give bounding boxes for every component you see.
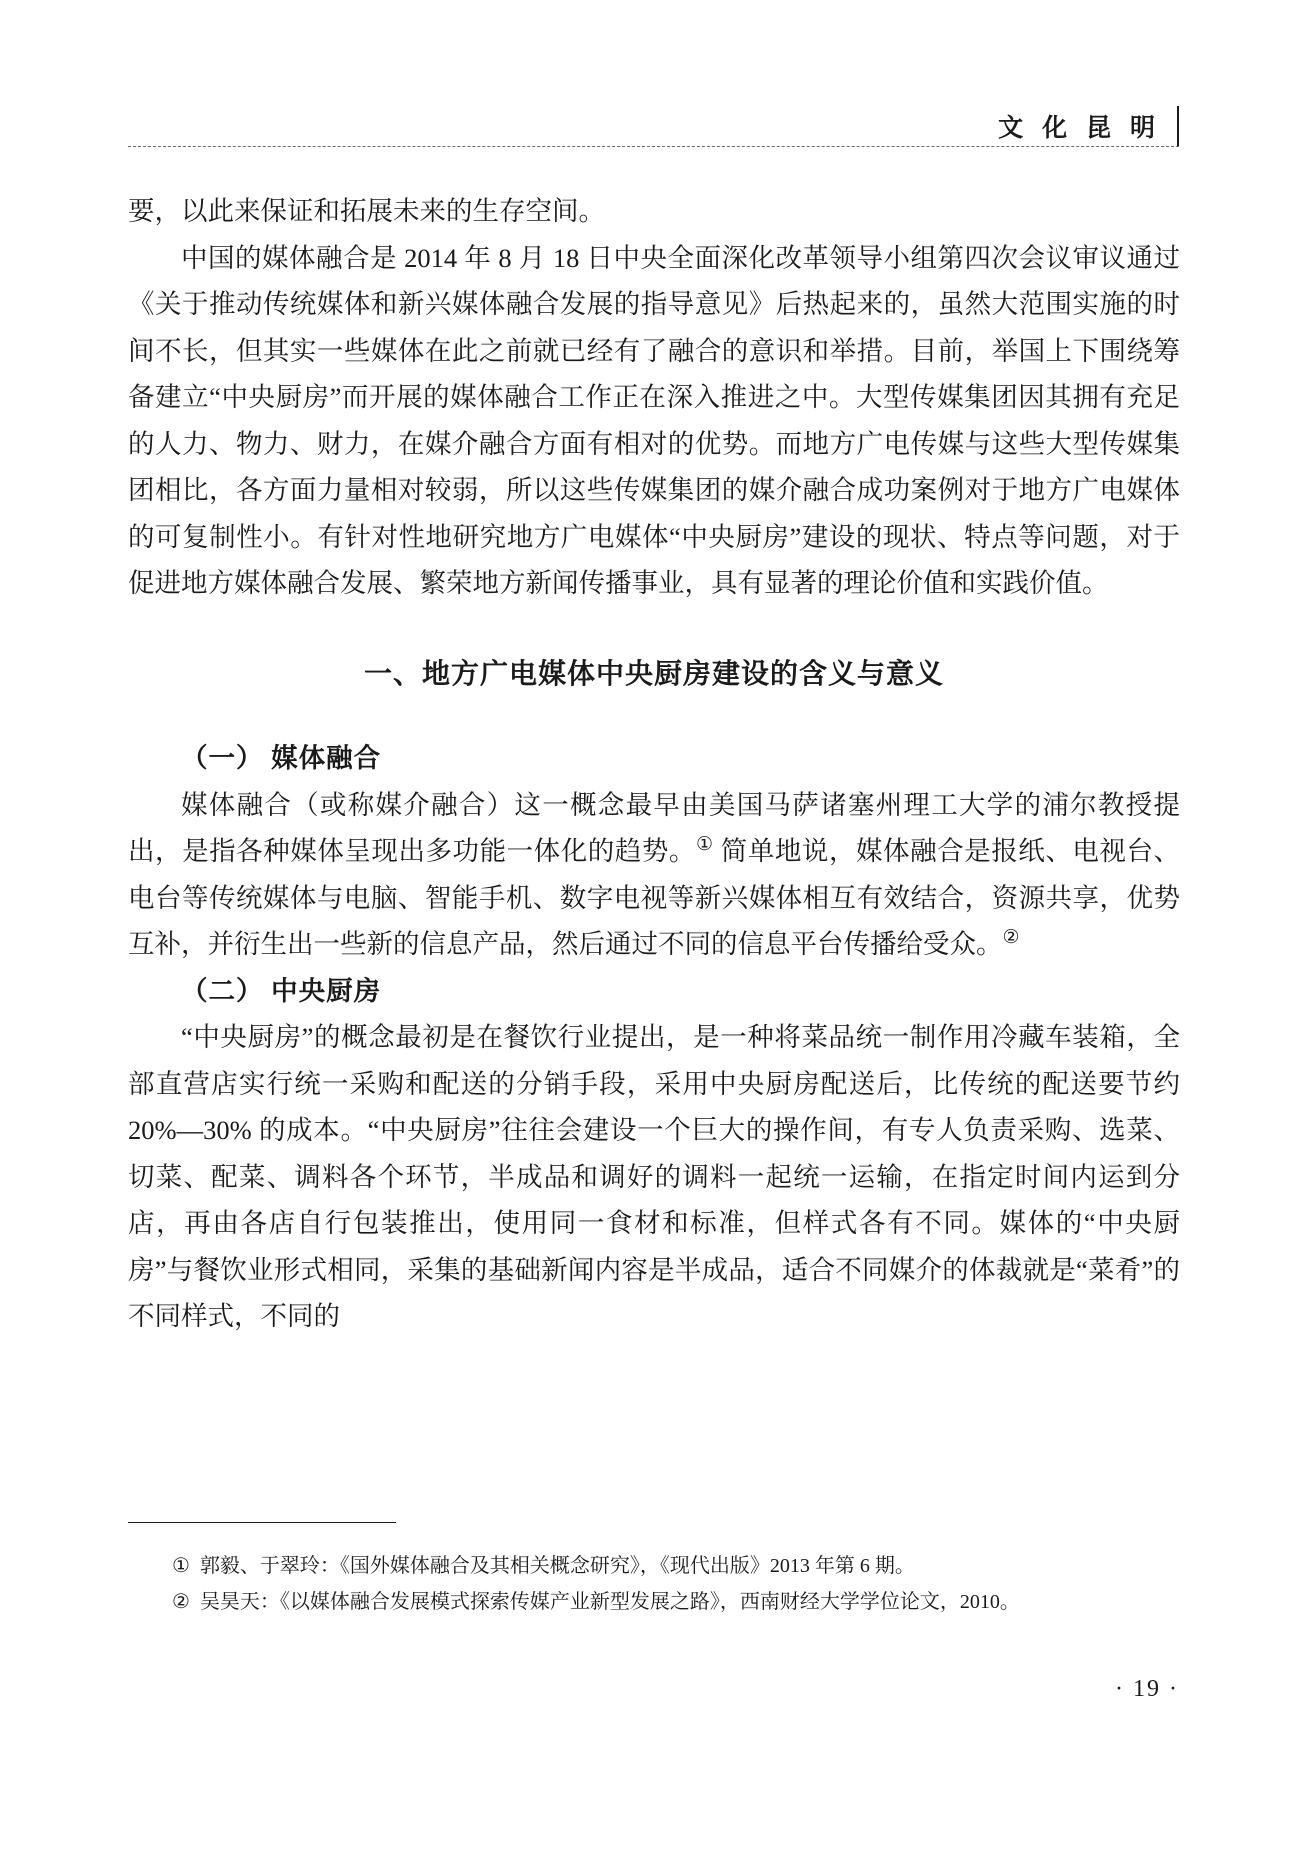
page-body — [128, 188, 1180, 1340]
footnote-ref-2: ② — [1002, 927, 1020, 949]
paragraph-1: 中国的媒体融合是 2014 年 8 月 18 日中央全面深化改革领导小组第四次会议审议通过《关于推动传统媒体和新兴媒体融合发展的指导意见》后热起来的，虽然大范围实施的时间不长，但其实一些媒体在此之前就已经有了融合的意识和举措。目前，举国上下围绕筹备建立“中央厨房”而开展的媒体融合工作正在深入推进之中。大型传媒集团因其拥有充足的人力、物力、财力，在媒介融合方面有相对的优势。而地方广电传媒与这些大型传媒集团相比，各方面力量相对较弱，所以这些传媒集团的媒介融合成功案例对于地方广电媒体的可复制性小。有针对性地研究地方广电媒体“中央厨房”建设的现状、特点等问题，对于促进地方媒体融合发展、繁荣地方新闻传播事业，具有显著的理论价值和实践价值。 — [128, 242, 1180, 598]
page-header — [128, 108, 1179, 156]
footnote-area — [128, 1548, 1180, 1620]
paragraph-2 — [128, 782, 1180, 968]
page-number: · 19 · — [1115, 1676, 1179, 1702]
subheading-2: （二） 中央厨房 — [181, 975, 382, 1006]
footnote-marker: ① — [172, 1555, 190, 1577]
paragraph-2-part-b: 简单地说，媒体融合是报纸、电视台、电台等传统媒体与电脑、智能手机、数字电视等新兴媒体相互有效结合，资源共享，优势互补，并衍生出一些新的信息产品，然后通过不同的信息平台传播给受众。 — [128, 836, 1181, 959]
footnote-item — [128, 1584, 1180, 1620]
footnote-marker: ② — [172, 1591, 190, 1613]
paragraph-continued: 要，以此来保证和拓展未来的生存空间。 — [128, 196, 605, 226]
section-heading: 一、地方广电媒体中央厨房建设的含义与意义 — [363, 657, 944, 689]
paragraph-2-part-a: 媒体融合（或称媒介融合）这一概念最早由美国马萨诸塞州理工大学的浦尔教授提出，是指各种媒体呈现出多功能一体化的趋势。 — [128, 789, 1180, 866]
header-divider — [128, 146, 1179, 147]
footnote-text: 郭毅、于翠玲：《国外媒体融合及其相关概念研究》，《现代出版》2013 年第 6 期。 — [199, 1555, 915, 1577]
footnote-ref-1: ① — [695, 834, 714, 856]
footnote-item — [128, 1548, 1180, 1584]
paragraph-3: “中央厨房”的概念最初是在餐饮行业提出，是一种将菜品统一制作用冷藏车装箱，全部直营店实行统一采购和配送的分销手段，采用中央厨房配送后，比传统的配送要节约 20%—30% 的成本。“中央厨房”往往会建设一个巨大的操作间，有专人负责采购、选菜、切菜、配菜、调料各个环节，半成品和调好的调料一起统一运输，在指定时间内运到分店，再由各店自行包装推出，使用同一食材和标准，但样式各有不同。媒体的“中央厨房”与餐饮业形式相同，采集的基础新闻内容是半成品，适合不同媒介的体裁就是“菜肴”的不同样式，不同的 — [128, 1022, 1180, 1331]
footnote-separator — [128, 1522, 396, 1523]
running-head-title: 文 化 昆 明 — [998, 114, 1161, 142]
footnote-text: 吴昊天：《以媒体融合发展模式探索传媒产业新型发展之路》，西南财经大学学位论文，2010。 — [199, 1591, 1020, 1613]
subheading-1: （一） 媒体融合 — [181, 743, 382, 773]
header-accent-bar — [1177, 106, 1179, 146]
